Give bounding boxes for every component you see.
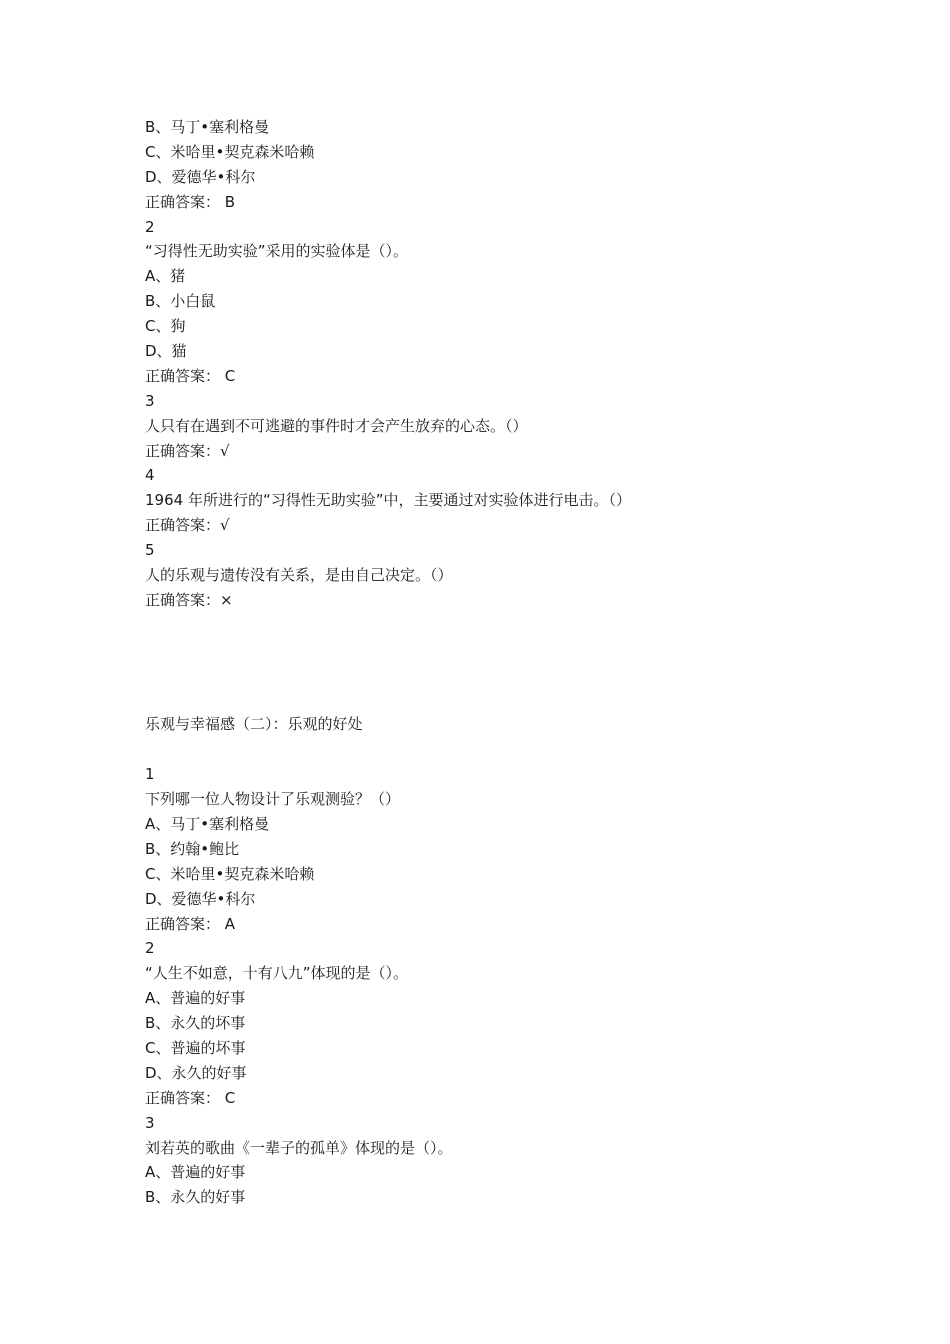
option-d: D、猫	[145, 342, 187, 361]
option-d: D、爱德华•科尔	[145, 889, 256, 908]
correct-answer: 正确答案： B	[145, 192, 236, 211]
document-page	[145, 115, 845, 1210]
section-title: 乐观与幸福感（二）：乐观的好处	[145, 715, 363, 734]
option-b: B、永久的好事	[145, 1188, 246, 1207]
option-a: A、普遍的好事	[145, 989, 246, 1008]
option-a: A、马丁•塞利格曼	[145, 814, 270, 833]
question-text: “习得性无助实验”采用的实验体是（）。	[145, 242, 409, 261]
correct-answer: 正确答案：√	[145, 516, 230, 535]
question-1	[145, 762, 845, 936]
option-c: C、狗	[145, 317, 186, 336]
option-d: D、永久的好事	[145, 1063, 247, 1082]
option-b: B、马丁•塞利格曼	[145, 118, 270, 136]
question-text: 刘若英的歌曲《一辈子的孤单》体现的是（）。	[145, 1138, 453, 1157]
option-b: B、约翰•鲍比	[145, 839, 240, 858]
section-spacer	[145, 613, 845, 713]
question-2	[145, 215, 845, 389]
question-3	[145, 389, 845, 464]
correct-answer: 正确答案：√	[145, 441, 230, 460]
question-text: 人的乐观与遗传没有关系，是由自己决定。（）	[145, 566, 453, 585]
title-spacer	[145, 737, 845, 762]
question-number: 3	[145, 1113, 155, 1132]
option-a: A、普遍的好事	[145, 1163, 246, 1182]
option-c: C、米哈里•契克森米哈赖	[145, 864, 315, 883]
question-number: 2	[145, 939, 155, 958]
question-4	[145, 463, 845, 538]
question-number: 3	[145, 391, 155, 410]
question-text: 人只有在遇到不可逃避的事件时才会产生放弃的心态。（）	[145, 416, 528, 435]
question-5	[145, 538, 845, 613]
option-c: C、普遍的坏事	[145, 1038, 246, 1057]
question-text: “人生不如意，十有八九”体现的是（）。	[145, 964, 409, 983]
correct-answer: 正确答案：×	[145, 590, 233, 609]
question-number: 2	[145, 217, 155, 236]
question-number: 1	[145, 765, 155, 784]
correct-answer: 正确答案： C	[145, 366, 236, 385]
question-2	[145, 936, 845, 1110]
question-1-tail	[145, 115, 845, 215]
option-b: B、永久的坏事	[145, 1014, 246, 1033]
question-3	[145, 1111, 845, 1211]
question-text: 下列哪一位人物设计了乐观测验？（）	[145, 790, 401, 809]
option-b: B、小白鼠	[145, 292, 216, 311]
question-number: 5	[145, 541, 155, 560]
question-number: 4	[145, 466, 155, 485]
option-d: D、爱德华•科尔	[145, 167, 256, 186]
option-c: C、米哈里•契克森米哈赖	[145, 142, 315, 161]
correct-answer: 正确答案： A	[145, 914, 236, 933]
option-a: A、猪	[145, 267, 186, 286]
correct-answer: 正确答案： C	[145, 1088, 236, 1107]
question-text: 1964 年所进行的“习得性无助实验”中，主要通过对实验体进行电击。（）	[145, 491, 631, 510]
